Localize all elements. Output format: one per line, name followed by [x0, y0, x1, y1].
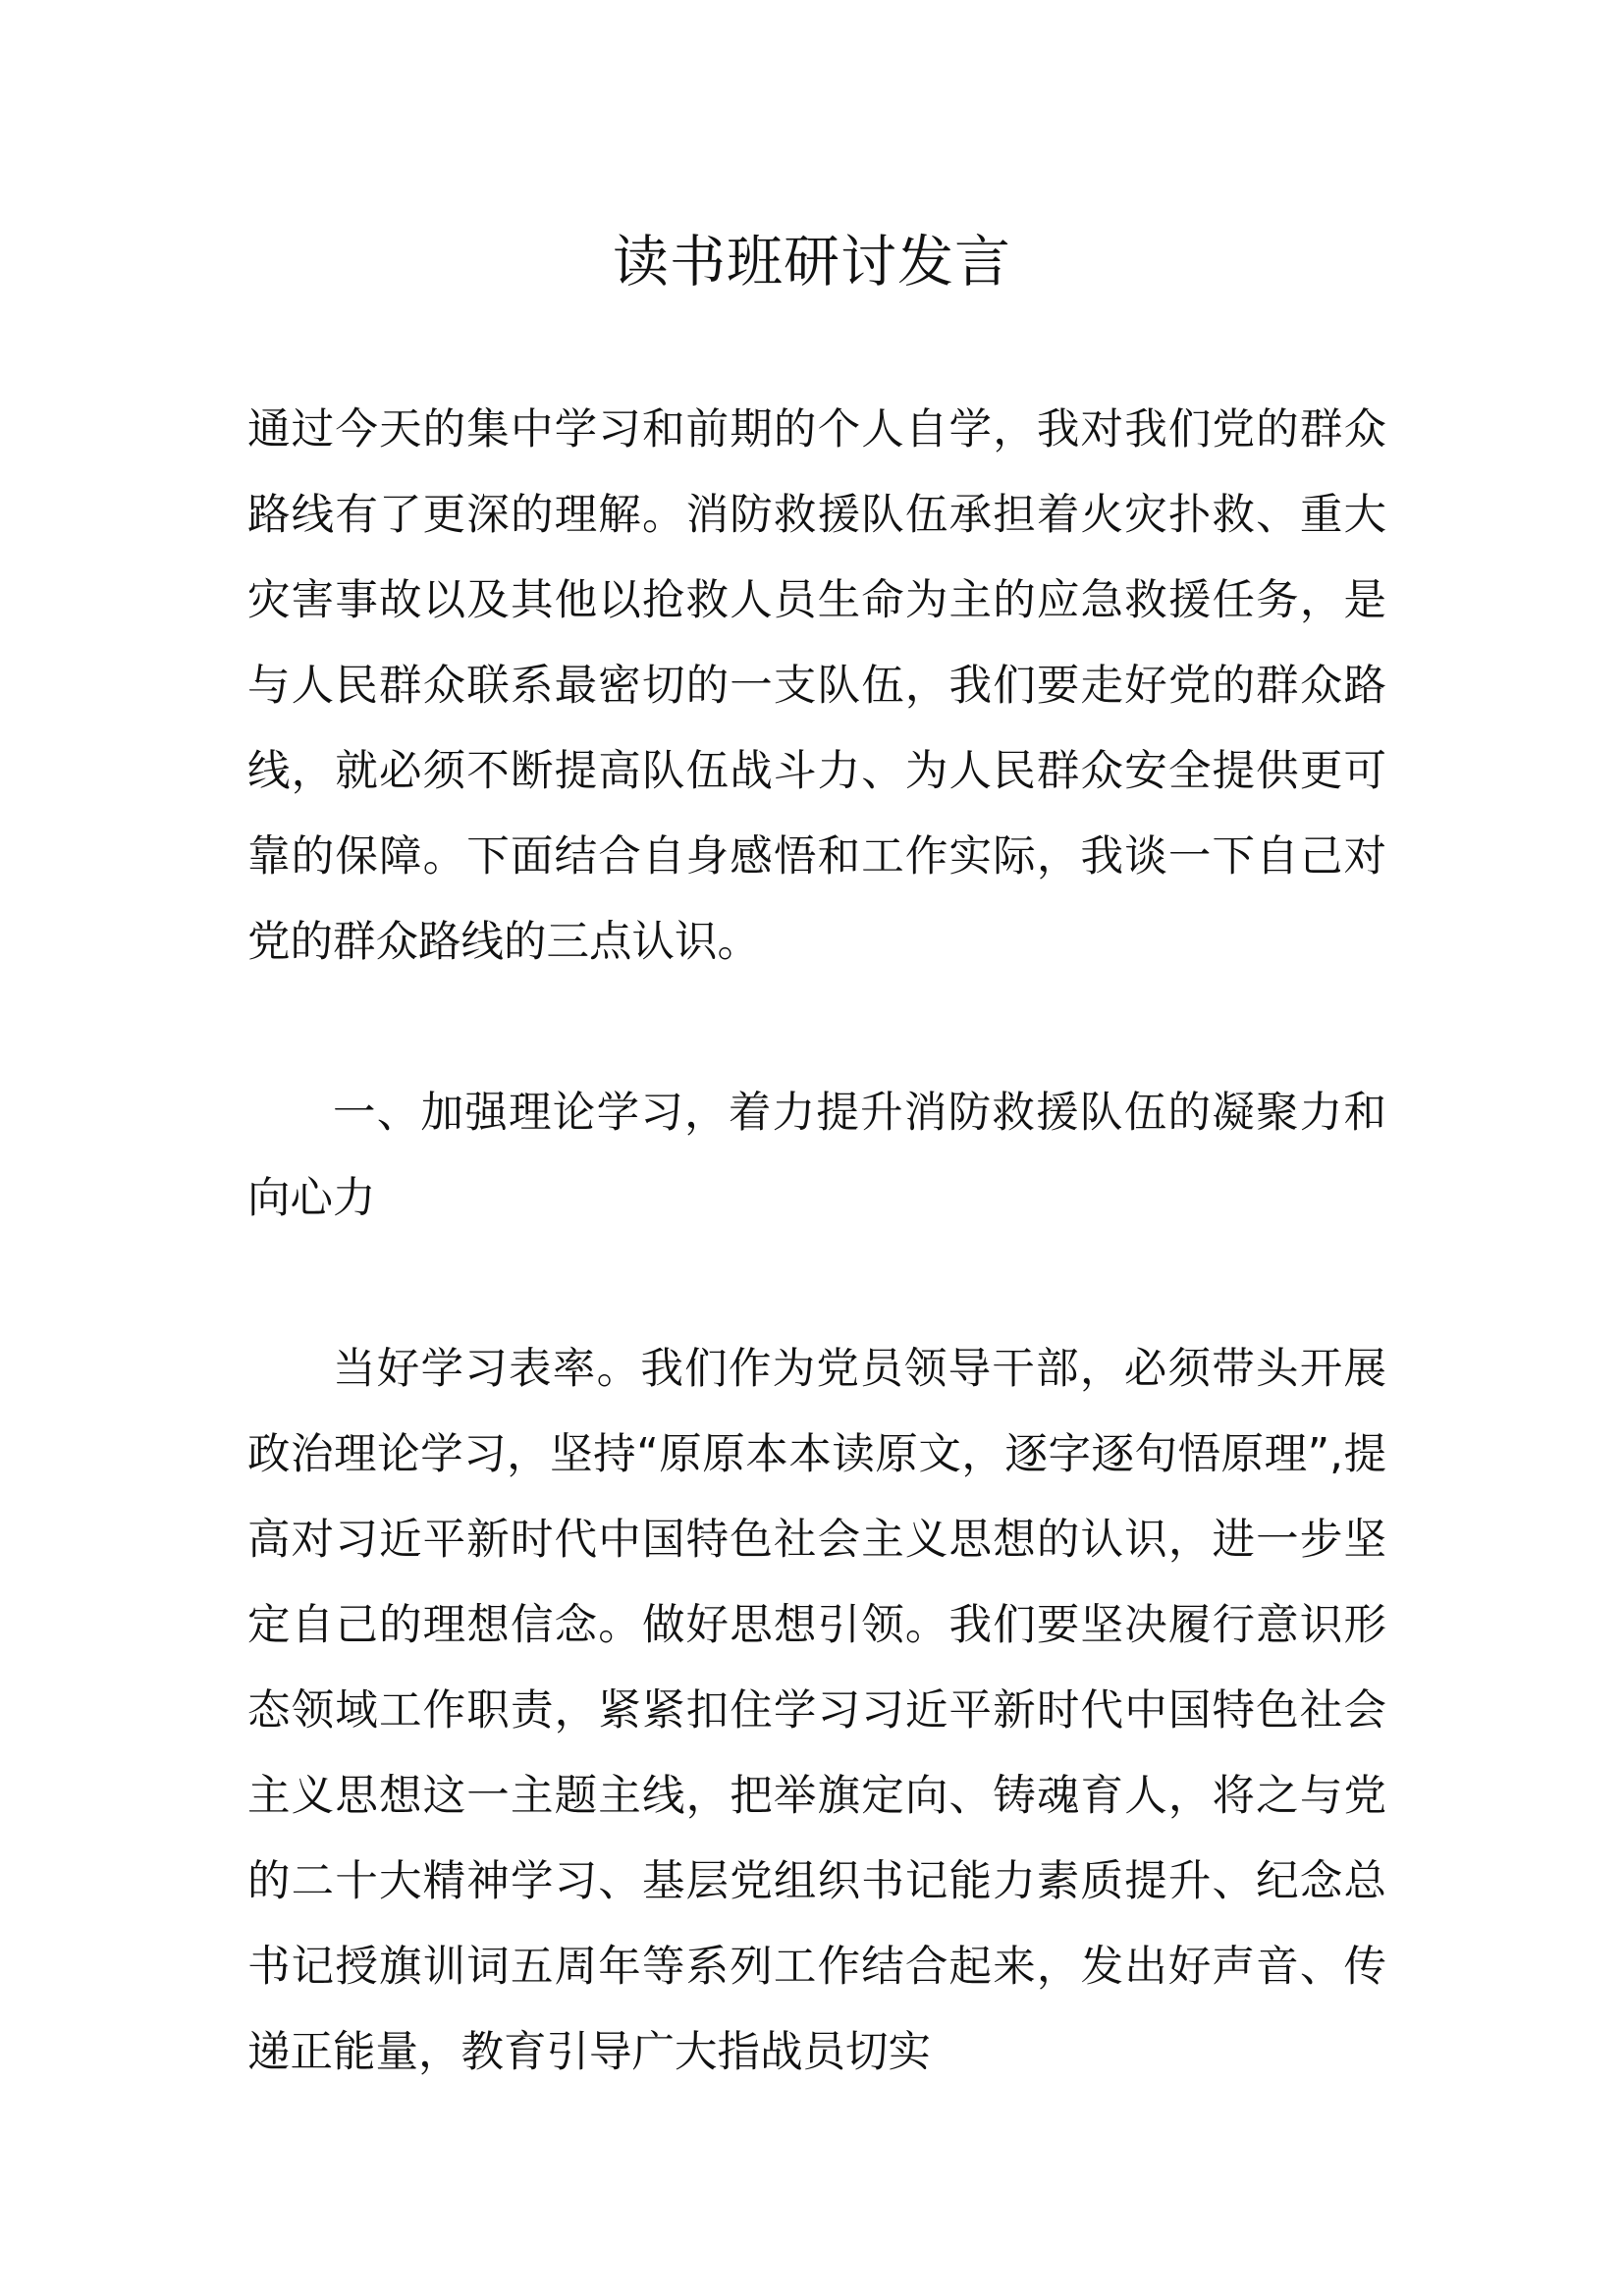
section-heading-1: 一、加强理论学习，着力提升消防救援队伍的凝聚力和向心力 — [247, 1089, 1386, 1223]
document-body — [247, 388, 1386, 2096]
document-title: 读书班研讨发言 — [613, 230, 1011, 294]
intro-paragraph: 通过今天的集中学习和前期的个人自学，我对我们党的群众路线有了更深的理解。消防救援队伍承担着火灾扑救、重大灾害事故以及其他以抢救人员生命为主的应急救援任务，是与人民群众联系最密切的一支队伍，我们要走好党的群众路线，就必须不断提高队伍战斗力、为人民群众安全提供更可靠的保障。下面结合自身感悟和工作实际，我谈一下自己对党的群众路线的三点认识。 — [247, 405, 1386, 967]
section-1-paragraph: 当好学习表率。我们作为党员领导干部，必须带头开展政治理论学习，坚持“原原本本读原文，逐字逐句悟原理”,提高对习近平新时代中国特色社会主义思想的认识，进一步坚定自己的理想信念。做好思想引领。我们要坚决履行意识形态领域工作职责，紧紧扣住学习习近平新时代中国特色社会主义思想这一主题主线，把举旗定向、铸魂育人，将之与党的二十大精神学习、基层党组织书记能力素质提升、纪念总书记授旗训词五周年等系列工作结合起来，发出好声音、传递正能量，教育引导广大指战员切实 — [247, 1345, 1386, 2077]
